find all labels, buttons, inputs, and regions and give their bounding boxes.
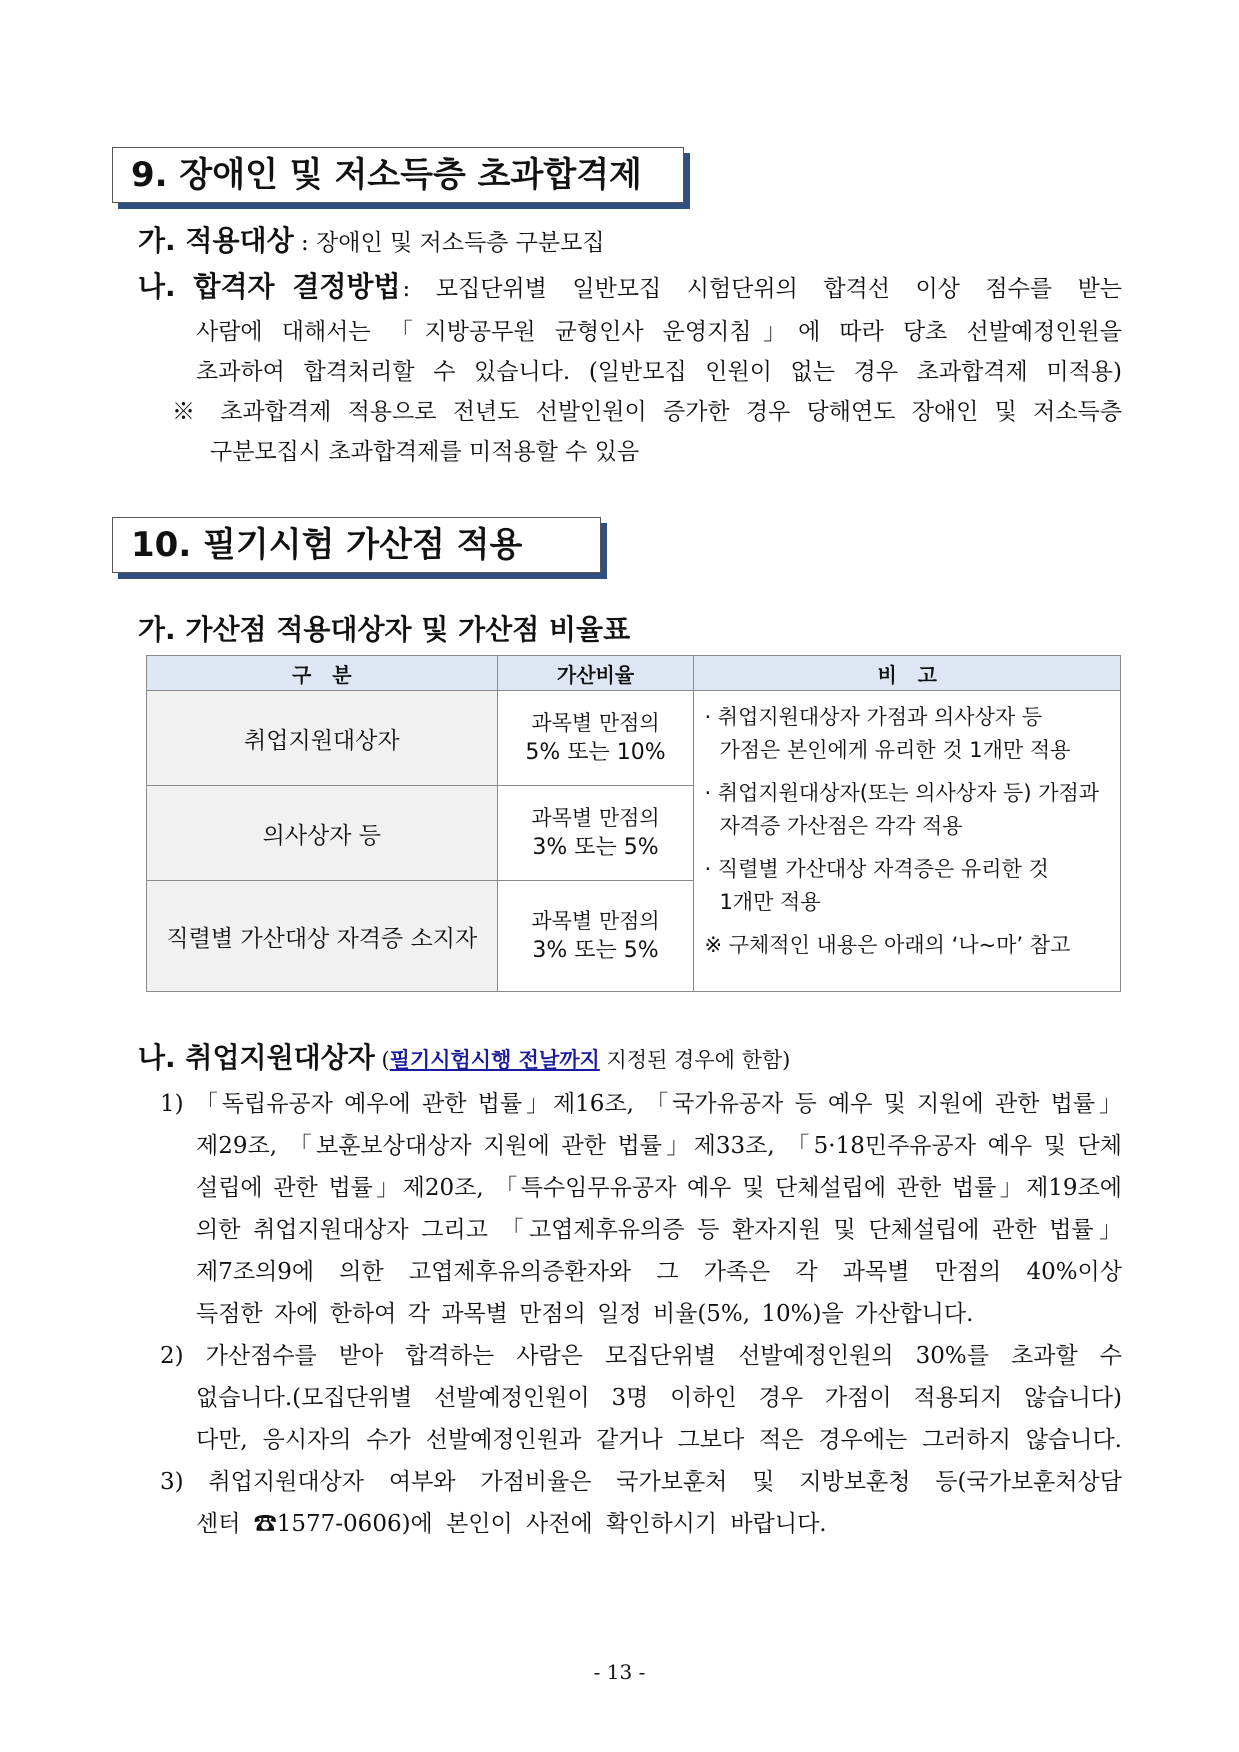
row-rate bbox=[497, 786, 694, 881]
table-header-row bbox=[147, 656, 1121, 691]
note-item-cont: 1개만 적용 bbox=[719, 890, 821, 914]
row-rate-line2: 5% 또는 10% bbox=[525, 740, 666, 765]
row-rate-line1: 과목별 만점의 bbox=[531, 806, 660, 830]
note-item: · 취업지원대상자 가점과 의사상자 등 bbox=[704, 705, 1043, 729]
s10-na-paren-open: ( bbox=[374, 1048, 390, 1072]
table-header-notes: 비 고 bbox=[694, 656, 1121, 691]
s10-na-link[interactable]: 필기시험시행 전날까지 bbox=[389, 1048, 600, 1072]
row-rate-line2: 3% 또는 5% bbox=[532, 835, 659, 860]
note-item-cont: 자격증 가산점은 각각 적용 bbox=[719, 814, 963, 838]
row-category: 취업지원대상자 bbox=[147, 691, 498, 786]
row-rate bbox=[497, 881, 694, 992]
item1-line: 제7조의9에 의한 고엽제후유의증환자와 그 가족은 각 과목별 만점의 40%이상 bbox=[196, 1259, 1122, 1285]
table-header-category: 구 분 bbox=[147, 656, 498, 691]
item2-line: 없습니다.(모집단위별 선발예정인원이 3명 이하인 경우 가점이 적용되지 않습니다) bbox=[196, 1385, 1122, 1411]
s9-na-line2: 사람에 대해서는 「지방공무원 균형인사 운영지침」에 따라 당초 선발예정인원을 bbox=[196, 319, 1122, 345]
item1-line: 의한 취업지원대상자 그리고 「고엽제후유의증 등 환자지원 및 단체설립에 관한 법률」 bbox=[196, 1217, 1122, 1243]
page-number: - 13 - bbox=[593, 1660, 646, 1684]
s9-ga-label: 가. 적용대상 bbox=[138, 224, 294, 257]
s9-na-label: 나. 합격자 결정방법 bbox=[138, 270, 401, 303]
s9-ga-line bbox=[138, 226, 605, 258]
table-row bbox=[147, 691, 1121, 786]
item1-line: 제29조, 「보훈보상대상자 지원에 관한 법률」제33조, 「5·18민주유공자 예우 및 단체 bbox=[196, 1133, 1122, 1159]
section-9-title-box bbox=[112, 147, 684, 203]
s9-note-line1: ※ 초과합격제 적용으로 전년도 선발인원이 증가한 경우 당해연도 장애인 및 저소득층 bbox=[172, 399, 1122, 425]
s10-ga-heading: 가. 가산점 적용대상자 및 가산점 비율표 bbox=[138, 613, 631, 646]
row-rate-line1: 과목별 만점의 bbox=[531, 909, 660, 933]
table-header-rate: 가산비율 bbox=[497, 656, 694, 691]
item1-line: 1) 「독립유공자 예우에 관한 법률」제16조, 「국가유공자 등 예우 및 지원에 관한 법률」 bbox=[160, 1091, 1122, 1117]
s9-na-line3: 초과하여 합격처리할 수 있습니다. (일반모집 인원이 없는 경우 초과합격제 미적용) bbox=[196, 359, 1122, 385]
item3-line: 센터 ☎1577-0606)에 본인이 사전에 확인하시기 바랍니다. bbox=[196, 1511, 827, 1537]
row-rate bbox=[497, 691, 694, 786]
s9-note-line2: 구분모집시 초과합격제를 미적용할 수 있음 bbox=[210, 439, 640, 465]
s9-na-line1 bbox=[138, 272, 1122, 304]
s10-na-paren-rest: 지정된 경우에 한함) bbox=[599, 1048, 791, 1072]
section-9-title: 9. 장애인 및 저소득층 초과합격제 bbox=[131, 155, 642, 195]
note-item-cont: 가점은 본인에게 유리한 것 1개만 적용 bbox=[719, 738, 1071, 762]
item1-line: 설립에 관한 법률」제20조, 「특수임무유공자 예우 및 단체설립에 관한 법률」제19조에 bbox=[196, 1175, 1122, 1201]
row-rate-line1: 과목별 만점의 bbox=[531, 711, 660, 735]
note-item: · 취업지원대상자(또는 의사상자 등) 가점과 bbox=[704, 781, 1100, 805]
s10-na-heading-line bbox=[138, 1040, 790, 1078]
s9-ga-text: : 장애인 및 저소득층 구분모집 bbox=[293, 230, 605, 256]
bonus-rate-table bbox=[146, 655, 1121, 992]
row-category: 직렬별 가산대상 자격증 소지자 bbox=[147, 881, 498, 992]
section-10-title: 10. 필기시험 가산점 적용 bbox=[131, 525, 523, 565]
item2-line: 2) 가산점수를 받아 합격하는 사람은 모집단위별 선발예정인원의 30%를 초과할 수 bbox=[160, 1343, 1122, 1369]
row-category: 의사상자 등 bbox=[147, 786, 498, 881]
s10-na-heading: 나. 취업지원대상자 bbox=[138, 1041, 375, 1074]
row-rate-line2: 3% 또는 5% bbox=[532, 938, 659, 963]
item2-line: 다만, 응시자의 수가 선발예정인원과 같거나 그보다 적은 경우에는 그러하지 않습니다. bbox=[196, 1427, 1122, 1453]
s9-na-text1: : 모집단위별 일반모집 시험단위의 합격선 이상 점수를 받는 bbox=[402, 276, 1122, 302]
note-item: · 직렬별 가산대상 자격증은 유리한 것 bbox=[704, 857, 1049, 881]
table-notes-cell bbox=[694, 691, 1121, 992]
section-10-title-box bbox=[112, 517, 601, 573]
item3-line: 3) 취업지원대상자 여부와 가점비율은 국가보훈처 및 지방보훈청 등(국가보훈처상담 bbox=[160, 1469, 1122, 1495]
item1-line: 득점한 자에 한하여 각 과목별 만점의 일정 비율(5%, 10%)을 가산합니다. bbox=[196, 1301, 974, 1327]
note-reference: ※ 구체적인 내용은 아래의 ‘나~마’ 참고 bbox=[704, 933, 1071, 957]
